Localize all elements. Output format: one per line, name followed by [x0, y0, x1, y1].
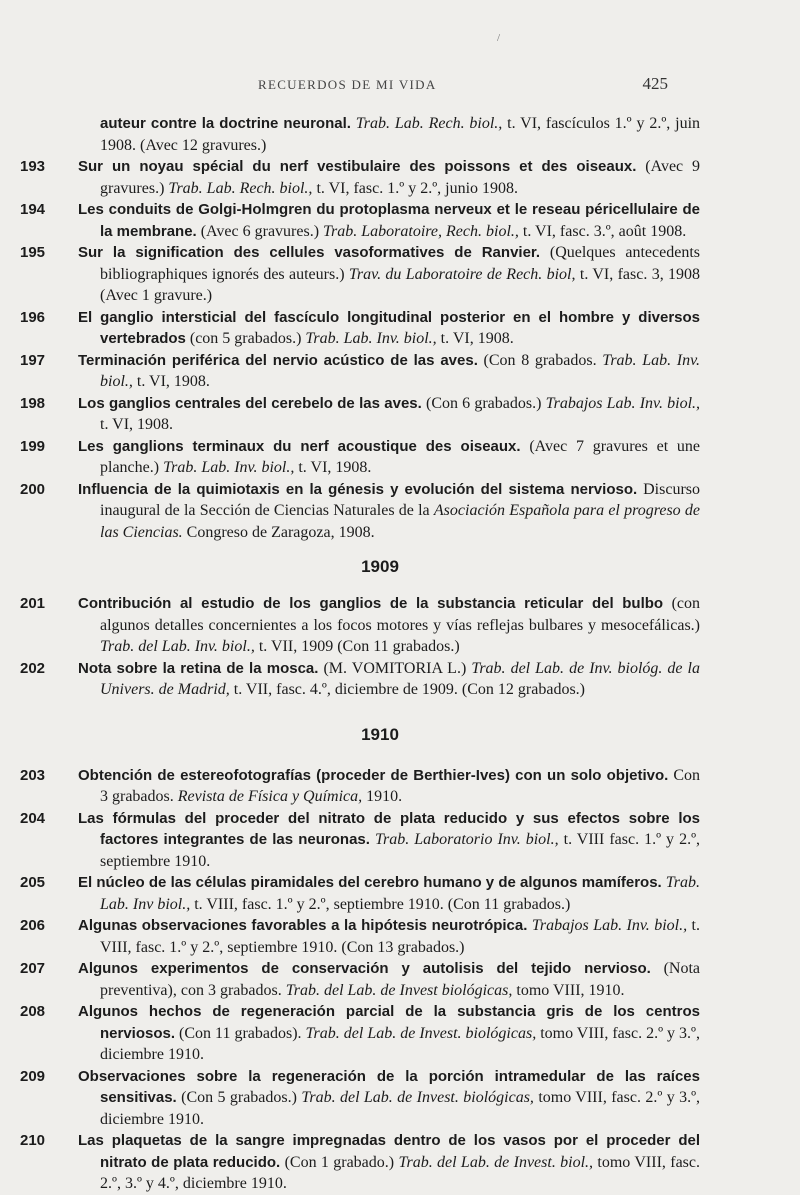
entry-number: 207 [20, 960, 46, 977]
entry-note: (M. VOMITORIA L.) [323, 659, 467, 677]
entry-note: (Avec 7 gravures et une planche.) [100, 437, 701, 476]
bibliography-entry [20, 808, 700, 873]
entry-details: tomo VIII, 1910. [516, 981, 625, 999]
entry-number: 203 [20, 766, 46, 784]
bibliography-entry [20, 199, 700, 242]
entry-note: Con 3 grabados. [100, 766, 701, 805]
bibliography-entry [20, 156, 700, 199]
entry-title: Algunas observaciones favorables a la hipótesis neurotrópica. [78, 917, 528, 934]
entry-title: Contribución al estudio de los ganglios de la substancia reticular del bulbo [78, 595, 664, 612]
entry-source: Revista de Física y Química, [177, 788, 363, 805]
entry-details: t. VII, fasc. 4.º, diciembre de 1909. (Con 12 grabados.) [233, 681, 586, 698]
entry-number: 209 [20, 1067, 46, 1085]
entry-title: auteur contre la doctrine neuronal. [100, 115, 351, 132]
entry-source: Trab. del Lab. Inv. biol., [100, 638, 255, 655]
entry-source: Trab. Laboratoire, Rech. biol., [323, 222, 519, 240]
entry-note: Discurso inaugural de la Sección de Ciencias Naturales de la [100, 480, 700, 519]
entry-number: 200 [20, 480, 46, 498]
entry-number: 201 [20, 595, 46, 612]
bibliography-entry [20, 436, 700, 479]
entry-details: t. VI, 1908. [100, 416, 174, 433]
entry-source: Trab. Lab. Inv. biol., [305, 330, 437, 347]
entry-details: t. VI, 1908. [298, 459, 372, 476]
entry-note: (Con 11 grabados). [179, 1024, 302, 1042]
corner-mark: / [497, 32, 501, 44]
entry-note: (Avec 9 gravures.) [100, 158, 700, 197]
entry-title: El ganglio intersticial del fascículo longitudinal posterior en el hombre y diversos vertebrados [78, 308, 700, 347]
bibliography-entry [20, 1066, 700, 1131]
entry-details: t. VIII, fasc. 1.º y 2.º, septiembre 1910. (Con 13 grabados.) [100, 917, 700, 956]
entry-source: Trab. Lab. Rech. biol., [355, 115, 503, 132]
entry-source: Trab. Lab. Rech. biol., [168, 179, 313, 197]
entry-source: Trab. del Lab. de Inv. biológ. de la Univers. de Madrid, [100, 659, 700, 698]
page-header [258, 74, 668, 94]
entry-number: 193 [20, 158, 46, 175]
entry-title: Algunos experimentos de conservación y autolisis del tejido nervioso. [78, 960, 651, 977]
entry-details: Congreso de Zaragoza, 1908. [186, 523, 375, 541]
entry-number: 210 [20, 1132, 46, 1149]
entry-title: Terminación periférica del nervio acústico de las aves. [78, 351, 478, 369]
entry-note: (Nota preventiva), con 3 grabados. [100, 960, 701, 999]
entry-number: 204 [20, 809, 46, 827]
bibliography-list [20, 113, 700, 1195]
entry-source: Trab. del Lab. de Invest. biol., [398, 1153, 594, 1171]
entry-details: t. VI, 1908. [440, 330, 514, 347]
entry-number: 199 [20, 437, 46, 455]
entry-note: (con algunos detalles concernientes a los focos motores y vías reflejas bulbares y mesocefálicas.) [100, 595, 701, 634]
entry-note: (Con 5 grabados.) [181, 1089, 297, 1106]
entry-source: Trab. Lab. Inv. biol., [163, 459, 295, 476]
entry-title: Algunos hechos de regeneración parcial de la substancia gris de los centros nerviosos. [78, 1003, 700, 1042]
bibliography-entry [20, 113, 700, 156]
entry-number: 206 [20, 917, 46, 934]
entry-number: 202 [20, 659, 46, 677]
entry-source: Trabajos Lab. Inv. biol., [531, 917, 688, 934]
entry-title: Nota sobre la retina de la mosca. [78, 659, 319, 677]
entry-number: 205 [20, 874, 46, 891]
entry-details: t. VI, fasc. 1.º y 2.º, junio 1908. [316, 179, 519, 197]
entry-title: Obtención de estereofotografías (proceder de Berthier-Ives) con un solo objetivo. [78, 766, 669, 784]
page-number: 425 [642, 74, 668, 93]
bibliography-entry [20, 958, 700, 1001]
bibliography-entry [20, 307, 700, 350]
entry-details: tomo VIII, fasc. 2.º, 3.º y 4.º, diciembre 1910. [100, 1153, 700, 1192]
year-heading: 1909 [361, 557, 399, 576]
entry-source: Asociación Española para el progreso de las Ciencias. [100, 502, 701, 541]
entry-title: Les conduits de Golgi-Holmgren du protoplasma nerveux et le reseau péricellulaire de la membrane. [78, 201, 700, 240]
entry-number: 196 [20, 308, 46, 326]
bibliography-entry [20, 350, 700, 393]
entry-title: Las fórmulas del proceder del nitrato de plata reducido y sus efectos sobre los factores integrantes de las neuronas. [78, 809, 700, 848]
entry-details: tomo VIII, fasc. 2.º y 3.º, diciembre 1910. [100, 1089, 701, 1128]
entry-title: Observaciones sobre la regeneración de la porción intramedular de las raíces sensitivas. [78, 1067, 700, 1106]
entry-note: (Con 1 grabado.) [284, 1153, 395, 1171]
bibliography-entry [20, 242, 700, 307]
entry-note: (Con 8 grabados. [483, 351, 597, 369]
entry-title: Sur la signification des cellules vasoformatives de Ranvier. [78, 244, 541, 261]
entry-source: Trab. Laboratorio Inv. biol., [374, 831, 559, 848]
entry-note: (Avec 6 gravures.) [200, 222, 320, 240]
entry-note: (con 5 grabados.) [189, 330, 302, 347]
bibliography-entry [20, 393, 700, 436]
entry-source: Trab. Lab. Inv biol., [100, 874, 701, 913]
entry-number: 195 [20, 244, 46, 261]
entry-details: t. VI, 1908. [136, 373, 210, 390]
entry-source: Trab. Lab. Inv. biol., [100, 351, 701, 390]
entry-number: 198 [20, 394, 46, 412]
bibliography-entry [20, 1001, 700, 1066]
entry-details: t. VI, fasc. 3.º, août 1908. [522, 222, 687, 240]
entry-source: Trab. del Lab. de Invest biológicas, [285, 981, 513, 999]
entry-title: Las plaquetas de la sangre impregnadas dentro de los vasos por el proceder del nitrato de plata reducido. [78, 1132, 700, 1171]
entry-title: Sur un noyau spécial du nerf vestibulaire des poissons et des oiseaux. [78, 158, 637, 175]
entry-details: t. VI, fasc. 3, 1908 (Avec 1 gravure.) [100, 265, 701, 304]
entry-title: El núcleo de las células piramidales del cerebro humano y de algunos mamíferos. [78, 874, 662, 891]
entry-details: t. VIII fasc. 1.º y 2.º, septiembre 1910. [100, 831, 701, 870]
bibliography-entry [20, 593, 700, 658]
entry-title: Les ganglions terminaux du nerf acoustique des oiseaux. [78, 437, 521, 455]
entry-source: Trabajos Lab. Inv. biol., [545, 394, 701, 412]
bibliography-entry [20, 479, 700, 544]
bibliography-entry [20, 915, 700, 958]
entry-note: (Con 6 grabados.) [425, 394, 542, 412]
entry-number: 194 [20, 201, 46, 218]
entry-title: Los ganglios centrales del cerebelo de las aves. [78, 394, 422, 412]
bibliography-entry [20, 1130, 700, 1195]
bibliography-entry [20, 658, 700, 701]
entry-note: (Quelques antecedents bibliographiques ignorés des auteurs.) [100, 244, 700, 283]
bibliography-entry [20, 872, 700, 915]
entry-number: 208 [20, 1003, 46, 1020]
entry-source: Trab. del Lab. de Invest. biológicas, [305, 1024, 537, 1042]
entry-details: t. VIII, fasc. 1.º y 2.º, septiembre 1910. (Con 11 grabados.) [194, 895, 571, 913]
entry-details: tomo VIII, fasc. 2.º y 3.º, diciembre 1910. [100, 1024, 701, 1063]
bibliography-entry [20, 765, 700, 808]
entry-details: t. VI, fascículos 1.º y 2.º, juin 1908. (Avec 12 gravures.) [100, 115, 701, 154]
running-title: RECUERDOS DE MI VIDA [258, 77, 437, 92]
entry-source: Trab. del Lab. de Invest. biológicas, [301, 1089, 534, 1106]
entry-title: Influencia de la quimiotaxis en la génesis y evolución del sistema nervioso. [78, 480, 638, 498]
entry-details: 1910. [366, 788, 403, 805]
entry-source: Trav. du Laboratoire de Rech. biol, [348, 265, 576, 283]
entry-number: 197 [20, 351, 46, 369]
year-heading: 1910 [361, 724, 399, 744]
entry-details: t. VII, 1909 (Con 11 grabados.) [258, 638, 460, 655]
